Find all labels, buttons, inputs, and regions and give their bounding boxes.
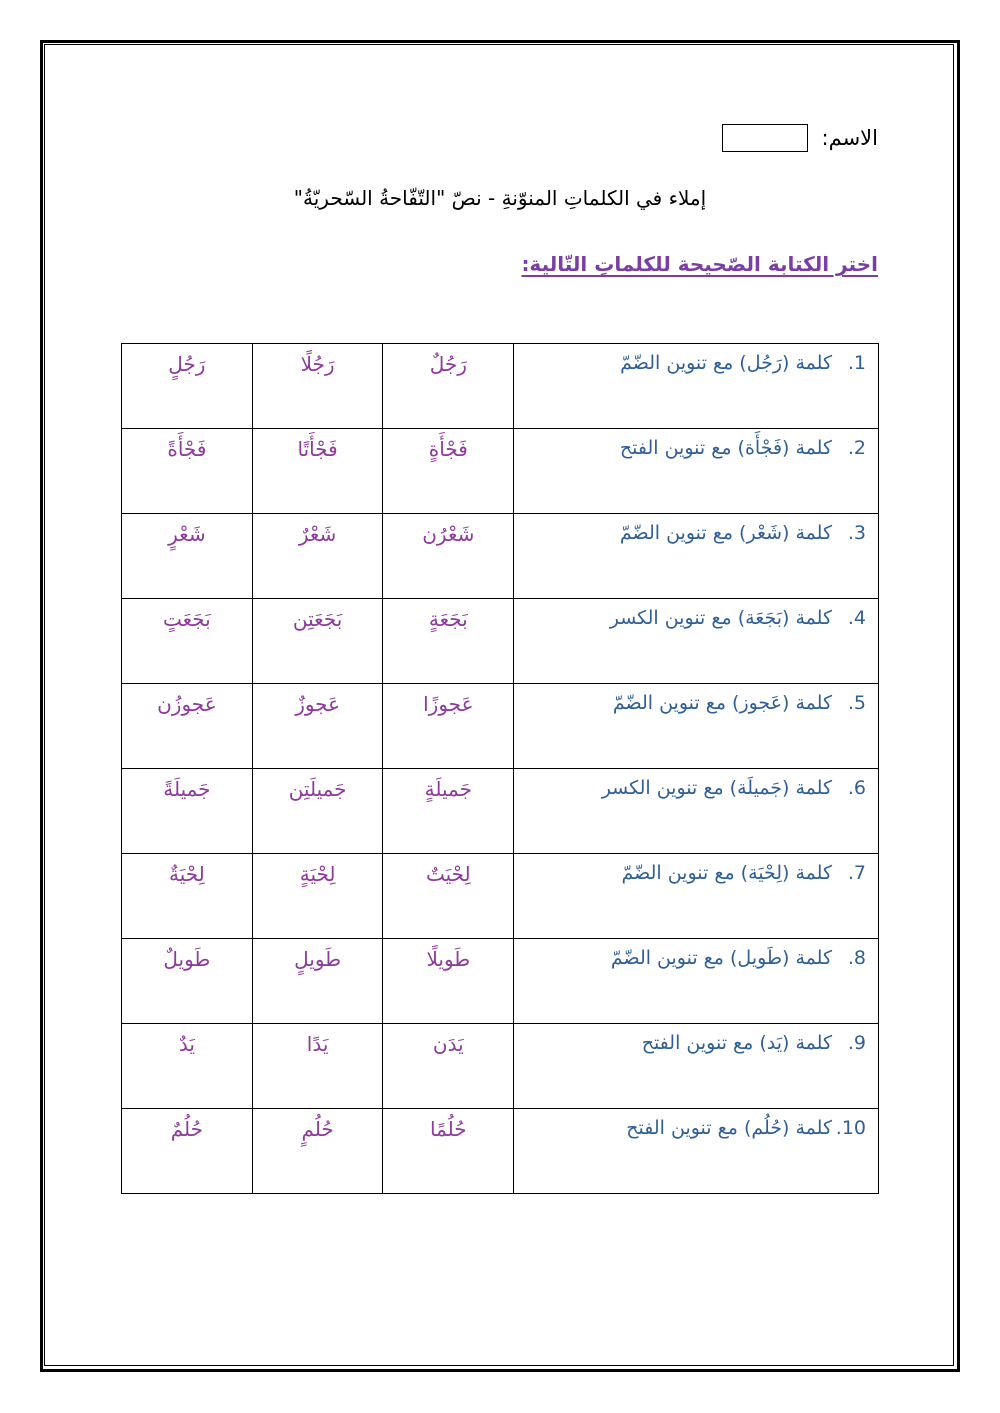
answer-option-label: عَجوزُن xyxy=(157,692,217,716)
answer-option[interactable] xyxy=(122,769,253,854)
question-number: 7. xyxy=(847,862,866,884)
answer-option[interactable] xyxy=(252,1109,383,1194)
question-text xyxy=(514,1024,878,1054)
question-row xyxy=(122,344,879,429)
answer-option-label: يَدًا xyxy=(306,1032,329,1056)
answer-option-label: طَويلٌ xyxy=(163,947,211,971)
question-prompt: كلمة (بَجَعَة) مع تنوين الكسر xyxy=(609,607,832,629)
answer-option-label: رَجُلٍ xyxy=(168,352,206,376)
question-row xyxy=(122,1024,879,1109)
question-cell xyxy=(514,939,879,1024)
answer-option-label: بَجَعَةٍ xyxy=(428,607,468,631)
question-row xyxy=(122,939,879,1024)
answer-option[interactable] xyxy=(122,1109,253,1194)
answer-option-label: جَميلَةٍ xyxy=(424,777,472,801)
answer-option-label: شَعْرُن xyxy=(422,522,475,546)
answer-option-label: حُلُمٍ xyxy=(301,1117,334,1141)
answer-option[interactable] xyxy=(122,854,253,939)
question-cell xyxy=(514,344,879,429)
question-number: 1. xyxy=(847,352,866,374)
question-prompt: كلمة (رَجُل) مع تنوين الضّمّ xyxy=(620,352,832,374)
questions-table xyxy=(121,343,879,1194)
question-prompt: كلمة (جَميلَة) مع تنوين الكسر xyxy=(601,777,832,799)
answer-option[interactable] xyxy=(252,429,383,514)
answer-option-label: طَويلٍ xyxy=(294,947,342,971)
answer-option-label: شَعْرٌ xyxy=(298,522,337,546)
question-row xyxy=(122,1109,879,1194)
page-title: إملاء في الكلماتِ المنوّنةِ - نصّ "التّفّاحةُ السّحريّةُ" xyxy=(293,186,707,210)
answer-option-label: بَجَعَتِن xyxy=(292,607,343,631)
answer-option-label: عَجوزٌ xyxy=(295,692,341,716)
answer-option[interactable] xyxy=(383,1024,514,1109)
answer-option-label: لِحْيَةٌ xyxy=(168,862,205,886)
answer-option[interactable] xyxy=(383,599,514,684)
answer-option[interactable] xyxy=(383,344,514,429)
question-prompt: كلمة (فَجْأَة) مع تنوين الفتح xyxy=(619,437,832,459)
answer-option-label: جَميلَتِن xyxy=(288,777,347,801)
answer-option[interactable] xyxy=(252,599,383,684)
answer-option[interactable] xyxy=(383,429,514,514)
answer-option[interactable] xyxy=(383,684,514,769)
question-number: 2. xyxy=(847,437,866,459)
name-input-box[interactable] xyxy=(722,124,808,152)
question-cell xyxy=(514,769,879,854)
answer-option-label: فَجْأَةً xyxy=(167,437,207,461)
question-text xyxy=(514,684,878,714)
answer-option-label: حُلُمٌ xyxy=(170,1117,204,1141)
question-row xyxy=(122,854,879,939)
question-number: 4. xyxy=(847,607,866,629)
answer-option-label: لِحْيَةٍ xyxy=(299,862,336,886)
answer-option-label: فَجْأَتًا xyxy=(297,437,338,461)
question-number: 5. xyxy=(847,692,866,714)
question-cell xyxy=(514,684,879,769)
answer-option[interactable] xyxy=(252,854,383,939)
answer-option-label: طَويلًا xyxy=(426,947,471,971)
instruction-text: اختر الكتابة الصّحيحة للكلماتِ التّالية: xyxy=(521,252,878,276)
answer-option[interactable] xyxy=(252,344,383,429)
answer-option[interactable] xyxy=(252,939,383,1024)
answer-option-label: عَجوزًا xyxy=(423,692,474,716)
answer-option[interactable] xyxy=(252,684,383,769)
answer-option[interactable] xyxy=(383,769,514,854)
question-row xyxy=(122,769,879,854)
question-cell xyxy=(514,1024,879,1109)
answer-option-label: يَدٌ xyxy=(178,1032,195,1056)
question-prompt: كلمة (طَويل) مع تنوين الضّمّ xyxy=(610,947,832,969)
question-row xyxy=(122,429,879,514)
answer-option[interactable] xyxy=(122,1024,253,1109)
question-text xyxy=(514,1109,878,1139)
question-row xyxy=(122,514,879,599)
answer-option[interactable] xyxy=(383,854,514,939)
question-prompt: كلمة (عَجوز) مع تنوين الضّمّ xyxy=(612,692,832,714)
answer-option-label: بَجَعَتٍ xyxy=(162,607,211,631)
answer-option-label: رَجُلًا xyxy=(300,352,335,376)
question-text xyxy=(514,514,878,544)
answer-option[interactable] xyxy=(252,514,383,599)
question-number: 10. xyxy=(835,1117,866,1139)
answer-option-label: شَعْرٍ xyxy=(168,522,206,546)
question-prompt: كلمة (حُلُم) مع تنوين الفتح xyxy=(626,1117,832,1139)
answer-option-label: جَميلَةً xyxy=(163,777,211,801)
question-number: 9. xyxy=(847,1032,866,1054)
question-text xyxy=(514,769,878,799)
name-row xyxy=(722,124,878,152)
question-number: 6. xyxy=(847,777,866,799)
answer-option[interactable] xyxy=(122,429,253,514)
question-prompt: كلمة (شَعْر) مع تنوين الضّمّ xyxy=(619,522,832,544)
answer-option-label: حُلُمًا xyxy=(429,1117,467,1141)
answer-option[interactable] xyxy=(122,599,253,684)
answer-option[interactable] xyxy=(252,1024,383,1109)
question-number: 8. xyxy=(847,947,866,969)
answer-option[interactable] xyxy=(252,769,383,854)
question-text xyxy=(514,599,878,629)
answer-option[interactable] xyxy=(383,1109,514,1194)
answer-option-label: يَدَن xyxy=(432,1032,464,1056)
answer-option-label: فَجْأَةٍ xyxy=(428,437,468,461)
question-prompt: كلمة (يَد) مع تنوين الفتح xyxy=(641,1032,832,1054)
question-row xyxy=(122,599,879,684)
question-cell xyxy=(514,429,879,514)
question-text xyxy=(514,854,878,884)
question-text xyxy=(514,429,878,459)
question-row xyxy=(122,684,879,769)
question-prompt: كلمة (لِحْيَة) مع تنوين الضّمّ xyxy=(621,862,832,884)
question-number: 3. xyxy=(847,522,866,544)
question-cell xyxy=(514,599,879,684)
answer-option[interactable] xyxy=(383,514,514,599)
question-text xyxy=(514,939,878,969)
answer-option-label: رَجُلٌ xyxy=(429,352,467,376)
question-text xyxy=(514,344,878,374)
answer-option[interactable] xyxy=(122,344,253,429)
answer-option[interactable] xyxy=(122,684,253,769)
question-cell xyxy=(514,1109,879,1194)
answer-option-label: لِحْيَتٌ xyxy=(425,862,471,886)
answer-option[interactable] xyxy=(383,939,514,1024)
name-label: الاسم: xyxy=(821,126,878,150)
answer-option[interactable] xyxy=(122,514,253,599)
question-cell xyxy=(514,854,879,939)
question-cell xyxy=(514,514,879,599)
answer-option[interactable] xyxy=(122,939,253,1024)
